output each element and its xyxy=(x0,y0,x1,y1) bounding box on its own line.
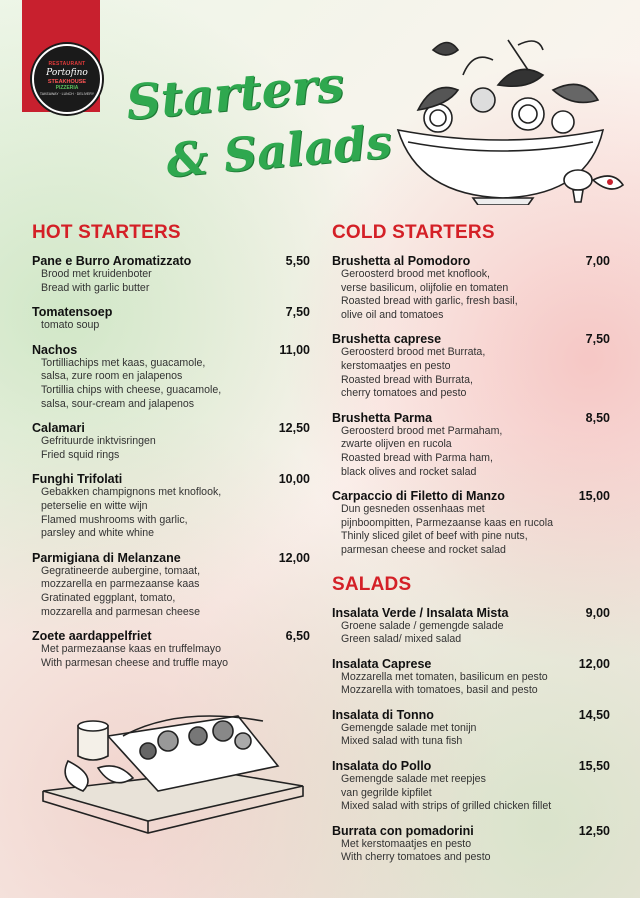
menu-item-price: 10,00 xyxy=(278,472,310,487)
hot-starters-section xyxy=(32,222,310,680)
menu-item xyxy=(32,472,310,540)
menu-item-description: Brood met kruidenboter xyxy=(41,268,152,280)
menu-item-description: parmesan cheese and rocket salad xyxy=(341,543,506,556)
menu-item-description: Met kerstomaatjes en pesto xyxy=(341,837,472,850)
menu-item-name: Nachos xyxy=(32,342,78,357)
logo-restaurant-text: RESTAURANT xyxy=(48,60,86,67)
restaurant-logo xyxy=(32,44,102,114)
menu-item xyxy=(332,489,610,557)
menu-item xyxy=(332,824,610,865)
right-column xyxy=(332,222,610,875)
menu-item-name: Insalata do Pollo xyxy=(332,759,432,774)
menu-item-header xyxy=(332,708,610,722)
menu-item-description: Dun gesneden ossenhaas met xyxy=(341,503,485,516)
menu-item-description: Bread with garlic butter xyxy=(41,281,150,294)
menu-item-price: 8,50 xyxy=(585,410,610,425)
menu-item-name: Brushetta caprese xyxy=(332,332,442,347)
menu-item-description: salsa, zure room en jalapenos xyxy=(41,370,183,383)
menu-item-price: 12,50 xyxy=(578,823,610,838)
menu-item-header xyxy=(32,421,310,435)
menu-item-description: mozzarella and parmesan cheese xyxy=(41,605,200,618)
menu-item-description: Roasted bread with garlic, fresh basil, xyxy=(341,295,518,308)
salads-title: SALADS xyxy=(332,573,412,595)
menu-item-price: 12,00 xyxy=(278,550,310,565)
menu-item-header xyxy=(332,254,610,268)
menu-item-name: Zoete aardappelfriet xyxy=(32,629,152,644)
salad-bowl-illustration xyxy=(378,30,628,205)
menu-item-description: Gratinated eggplant, tomato, xyxy=(41,591,176,604)
menu-item-description: Gemengde salade met tonijn xyxy=(341,721,477,734)
page-title-line1: Starters xyxy=(123,56,347,132)
menu-item-name: Burrata con pomadorini xyxy=(332,823,474,838)
menu-item-name: Brushetta Parma xyxy=(332,410,433,425)
logo-pizzeria-text: PIZZERIA xyxy=(55,85,79,91)
menu-item-price: 7,00 xyxy=(585,254,610,268)
menu-item-description: Mixed salad with tuna fish xyxy=(341,735,463,748)
menu-item-description: pijnboompitten, Parmezaanse kaas en rucola xyxy=(341,516,553,529)
menu-item-price: 7,50 xyxy=(585,332,610,347)
menu-item-price: 6,50 xyxy=(285,629,310,644)
menu-item-header xyxy=(32,629,310,643)
menu-item-description: Mozzarella with tomatoes, basil and pesto xyxy=(341,684,538,697)
menu-item-description: zwarte olijven en rucola xyxy=(341,438,452,451)
menu-item-description: Groene salade / gemengde salade xyxy=(341,619,504,632)
menu-item-description: With parmesan cheese and truffle mayo xyxy=(41,656,229,669)
menu-item xyxy=(32,629,310,670)
menu-item-name: Parmigiana di Melanzane xyxy=(32,550,181,565)
menu-item-header xyxy=(32,343,310,357)
menu-item-price: 12,50 xyxy=(278,421,310,436)
menu-item-header xyxy=(332,489,610,503)
menu-item xyxy=(332,759,610,814)
menu-item-name: Tomatensoep xyxy=(32,305,113,320)
menu-item-name: Calamari xyxy=(32,421,85,436)
menu-item-price: 11,00 xyxy=(279,342,310,357)
menu-item-header xyxy=(332,411,610,425)
menu-item-price: 15,50 xyxy=(578,759,610,774)
menu-item xyxy=(332,254,610,322)
logo-name-text: Portofino xyxy=(46,67,88,78)
menu-item-header xyxy=(332,759,610,773)
menu-item-header xyxy=(32,305,310,319)
menu-item-description: Flamed mushrooms with garlic, xyxy=(41,513,188,526)
menu-item-name: Insalata Verde / Insalata Mista xyxy=(332,605,509,620)
menu-item-description: van gegrilde kipfilet xyxy=(341,786,432,799)
menu-item-header xyxy=(332,606,610,620)
menu-item-header xyxy=(332,657,610,671)
menu-item-header xyxy=(32,551,310,565)
menu-item xyxy=(32,343,310,411)
menu-item xyxy=(332,708,610,749)
menu-item-price: 15,00 xyxy=(578,489,610,504)
menu-item xyxy=(32,421,310,462)
menu-item-description: tomato soup xyxy=(41,319,100,332)
menu-item-description: Fried squid rings xyxy=(41,448,120,461)
menu-item-header xyxy=(332,824,610,838)
menu-item xyxy=(332,657,610,698)
menu-item-description: Gegratineerde aubergine, tomaat, xyxy=(41,564,201,577)
calamari-basket-illustration xyxy=(38,696,308,846)
menu-item-name: Carpaccio di Filetto di Manzo xyxy=(332,489,505,504)
menu-item-description: peterselie en witte wijn xyxy=(41,499,148,512)
menu-item-header xyxy=(32,472,310,486)
menu-item-name: Insalata Caprese xyxy=(332,656,432,671)
menu-item-price: 14,50 xyxy=(578,707,610,722)
menu-item-description: Mixed salad with strips of grilled chicken fillet xyxy=(341,800,552,813)
menu-item-price: 12,00 xyxy=(578,656,610,671)
logo-services-text: TAKEAWAY · LUNCH · DELIVERY xyxy=(39,92,95,96)
salads-section xyxy=(332,574,610,866)
menu-item-description: Tortilliachips met kaas, guacamole, xyxy=(41,356,206,369)
menu-item-description: Gefrituurde inktvisringen xyxy=(41,435,156,448)
menu-item-description: Tortillia chips with cheese, guacamole, xyxy=(41,383,222,396)
menu-item-description: Thinly sliced gilet of beef with pine nuts, xyxy=(341,530,528,543)
menu-item-description: Geroosterd brood met Burrata, xyxy=(341,346,486,359)
menu-item-description: olive oil and tomatoes xyxy=(341,308,444,321)
menu-item xyxy=(32,305,310,333)
menu-item-description: Geroosterd brood met knoflook, xyxy=(341,268,490,280)
menu-item xyxy=(32,551,310,619)
menu-item-description: mozzarella en parmezaanse kaas xyxy=(41,578,200,591)
menu-item-description: With cherry tomatoes and pesto xyxy=(341,851,491,864)
hot-starters-title: HOT STARTERS xyxy=(32,222,181,243)
page-title-line2: & Salads xyxy=(164,114,394,188)
menu-item-description: Roasted bread with Burrata, xyxy=(341,373,473,386)
menu-item-name: Pane e Burro Aromatizzato xyxy=(32,254,192,268)
menu-item xyxy=(32,254,310,295)
menu-item-description: parsley and white whine xyxy=(41,527,155,540)
menu-item xyxy=(332,332,610,400)
menu-item-description: Roasted bread with Parma ham, xyxy=(341,451,493,464)
menu-item-header xyxy=(32,254,310,268)
menu-item-description: black olives and rocket salad xyxy=(341,465,477,478)
menu-item-description: kerstomaatjes en pesto xyxy=(341,359,451,372)
menu-item-description: Gebakken champignons met knoflook, xyxy=(41,486,222,499)
menu-item-description: salsa, sour-cream and jalapenos xyxy=(41,397,195,410)
menu-item-price: 5,50 xyxy=(285,254,310,268)
menu-item-name: Insalata di Tonno xyxy=(332,707,434,722)
menu-item-price: 9,00 xyxy=(585,605,610,620)
menu-item-name: Brushetta al Pomodoro xyxy=(332,254,471,268)
menu-item xyxy=(332,411,610,479)
menu-item xyxy=(332,606,610,647)
menu-item-name: Funghi Trifolati xyxy=(32,472,123,487)
menu-item-description: Met parmezaanse kaas en truffelmayo xyxy=(41,643,221,656)
menu-item-description: Geroosterd brood met Parmaham, xyxy=(341,424,503,437)
logo-steakhouse-text: STEAKHOUSE xyxy=(47,78,87,85)
menu-item-description: Gemengde salade met reepjes xyxy=(341,773,486,786)
cold-starters-section xyxy=(332,222,610,558)
menu-item-description: Mozzarella met tomaten, basilicum en pesto xyxy=(341,670,548,683)
menu-item-description: verse basilicum, olijfolie en tomaten xyxy=(341,281,509,294)
cold-starters-title: COLD STARTERS xyxy=(332,222,495,243)
menu-item-price: 7,50 xyxy=(285,305,310,320)
menu-item-description: Green salad/ mixed salad xyxy=(341,633,462,646)
menu-item-description: cherry tomatoes and pesto xyxy=(341,387,467,400)
menu-item-header xyxy=(332,332,610,346)
